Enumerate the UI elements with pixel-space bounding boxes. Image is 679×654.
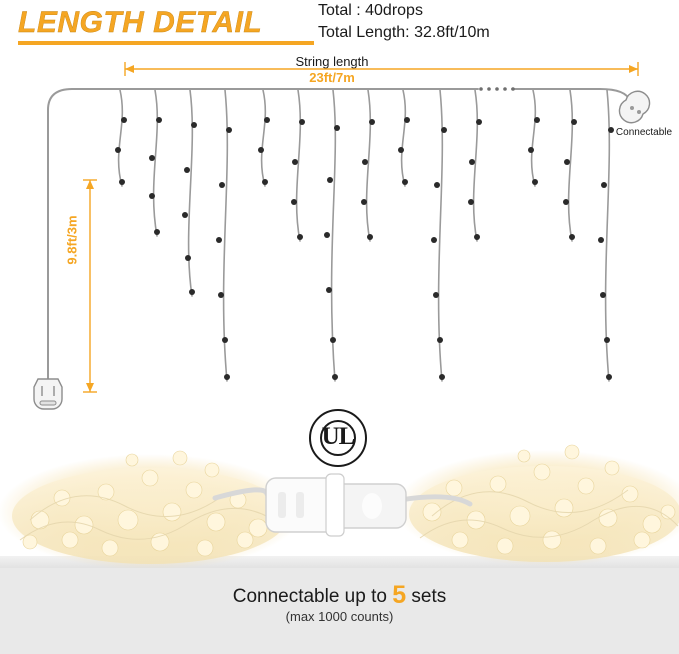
drop-length-dimension [83,180,97,392]
string-length-dimension [125,62,638,76]
banner-text-after: sets [406,586,447,607]
string-length-label: String length [295,54,369,69]
main-wire [48,89,630,380]
connectable-label: Connectable [615,127,673,138]
right-light-pile [395,445,679,566]
string-length-value: 23ft/7m [309,70,355,85]
banner-set-count: 5 [392,581,407,609]
banner-subtext: (max 1000 counts) [285,609,394,624]
banner-text-before: Connectable up to [232,586,393,607]
power-plug-icon [34,379,62,409]
ul-certification-badge [309,409,367,467]
connector-icon [619,91,649,122]
ul-label: UL [321,423,355,450]
wire-ellipsis [479,87,515,91]
banner-headline [0,581,679,610]
left-light-pile [0,451,302,570]
total-length-text: Total Length: 32.8ft/10m [318,24,490,41]
drop-strands [119,90,610,381]
drop-length-value: 9.8ft/3m [64,215,80,265]
page-title: LENGTH DETAIL [18,6,263,39]
total-drops-text: Total : 40drops [318,2,423,19]
bulbs [115,117,614,380]
